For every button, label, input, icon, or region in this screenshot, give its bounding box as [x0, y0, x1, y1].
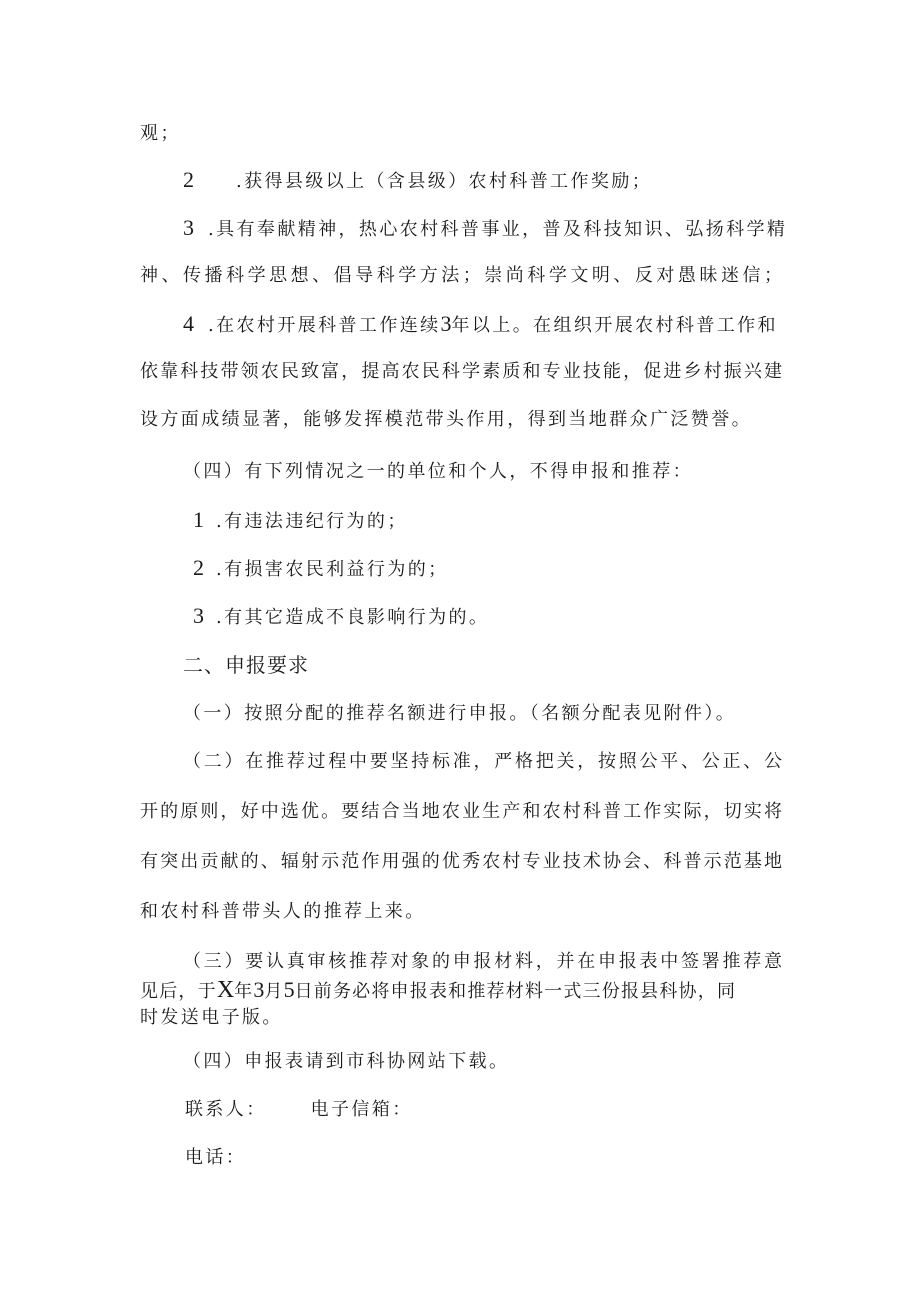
paragraph-text: 见后，于 [140, 981, 217, 1002]
requirement-3-continued [140, 978, 782, 1004]
year-placeholder: X [216, 977, 235, 1003]
paragraph-continuation [140, 122, 782, 146]
requirement-3 [183, 950, 782, 974]
list-item-3 [183, 215, 788, 242]
day-number: 5 [283, 977, 295, 1002]
item-text: .在农村开展科普工作连续 [208, 315, 441, 336]
requirement-2-continued [140, 850, 782, 874]
contact-line [185, 1098, 827, 1122]
years-number: 3 [440, 311, 452, 336]
section-heading [183, 653, 825, 677]
item-text: 年以上。在组织开展农村科普工作和 [451, 315, 778, 336]
phone-label: 电话： [185, 1147, 247, 1168]
list-item-4 [183, 312, 782, 338]
list-item-4-continued [140, 408, 782, 432]
item-text: 神、传播科学思想、倡导科学方法；崇尚科学文明、反对愚昧迷信； [140, 265, 782, 286]
item-text: .有其它造成不良影响行为的。 [216, 607, 490, 628]
requirement-3-continued [140, 1006, 782, 1030]
item-number: 3 [193, 603, 204, 628]
requirement-4 [183, 1050, 825, 1074]
contact-label: 联系人： [185, 1099, 267, 1120]
item-text: 设方面成绩显著，能够发挥模范带头作用，得到当地群众广泛赞誉。 [140, 409, 752, 430]
list-item-4-continued [140, 360, 782, 384]
paragraph-text: 月 [264, 981, 284, 1002]
exclusion-intro [183, 460, 825, 484]
paragraph-text: 有突出贡献的、辐射示范作用强的优秀农村专业技术协会、科普示范基地 [140, 851, 782, 872]
requirement-2 [183, 750, 782, 774]
heading-text: 二、申报要求 [183, 653, 309, 677]
exclusion-item-3 [193, 604, 835, 630]
paragraph-text: （三）要认真审核推荐对象的申报材料，并在申报表中签署推荐意 [183, 951, 782, 972]
paragraph-text: 年 [234, 981, 254, 1002]
requirement-1 [183, 702, 825, 726]
paragraph-text: （一）按照分配的推荐名额进行申报。（名额分配表见附件）。 [183, 703, 737, 724]
paragraph-text: 和农村科普带头人的推荐上来。 [140, 901, 426, 922]
item-number: 4 [183, 311, 194, 336]
item-text: .有损害农民利益行为的； [216, 559, 449, 580]
paragraph-text: （四）有下列情况之一的单位和个人，不得申报和推荐： [183, 461, 693, 482]
item-text: .有违法违纪行为的； [216, 511, 408, 532]
text-fragment: 观； [140, 123, 181, 144]
item-text: .具有奉献精神，热心农村科普事业，普及科技知识、弘扬科学精 [208, 219, 788, 240]
exclusion-item-2 [193, 556, 835, 582]
requirement-2-continued [140, 800, 782, 824]
item-text: .获得县级以上（含县级）农村科普工作奖励； [236, 171, 653, 192]
item-number: 3 [183, 215, 194, 240]
month-number: 3 [253, 977, 265, 1002]
phone-line [185, 1146, 827, 1170]
exclusion-item-1 [193, 508, 835, 534]
paragraph-text: （二）在推荐过程中要坚持标准，严格把关，按照公平、公正、公 [183, 751, 782, 772]
item-number: 1 [193, 507, 204, 532]
list-item-3-continued [140, 264, 782, 288]
paragraph-text: 时发送电子版。 [140, 1007, 283, 1028]
email-label: 电子信箱： [310, 1099, 413, 1120]
paragraph-text: 日前务必将申报表和推荐材料一式三份报县科协，同 [294, 981, 737, 1002]
paragraph-text: 开的原则，好中选优。要结合当地农业生产和农村科普工作实际，切实将 [140, 801, 782, 822]
list-item-2 [183, 168, 825, 194]
item-number: 2 [183, 167, 194, 192]
requirement-2-continued [140, 900, 782, 924]
item-number: 2 [193, 555, 204, 580]
item-text: 依靠科技带领农民致富，提高农民科学素质和专业技能，促进乡村振兴建 [140, 361, 782, 382]
paragraph-text: （四）申报表请到市科协网站下载。 [183, 1051, 510, 1072]
